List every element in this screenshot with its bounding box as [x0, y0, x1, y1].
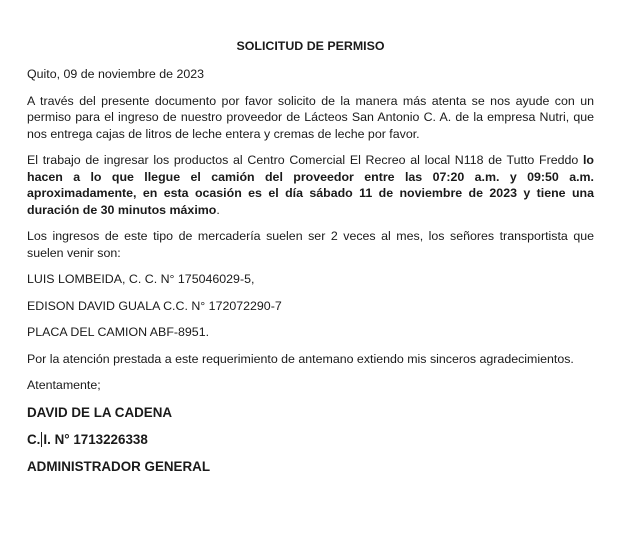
paragraph-frequency: Los ingresos de este tipo de mercadería suelen ser 2 veces al mes, los señores transportista que suelen venir son:	[27, 229, 594, 260]
signer-id-prefix: C.	[27, 431, 41, 447]
signer-id	[27, 431, 594, 448]
driver-1: LUIS LOMBEIDA, C. C. N° 175046029-5,	[27, 272, 255, 286]
signer-id-rest: I. N° 1713226338	[43, 431, 148, 447]
paragraph-request: A través del presente documento por favor solicito de la manera más atenta se nos ayude con un permiso para el ingreso de nuestro proveedor de Lácteos San Antonio C. A. de la empresa Nutri, que nos entrega cajas de litros de leche entera y cremas de leche por favor.	[27, 93, 594, 141]
signer-name: DAVID DE LA CADENA	[27, 404, 173, 420]
schedule-text-1: El trabajo de ingresar los productos al Centro Comercial El Recreo al local N118 de Tutto Freddo	[27, 153, 583, 167]
signer-title: ADMINISTRADOR GENERAL	[27, 458, 211, 474]
closing-line: Atentamente;	[27, 378, 101, 392]
document-title: SOLICITUD DE PERMISO	[236, 39, 385, 53]
schedule-bold-2: 09:50 a.m. aproximadamente, en esta ocasión es el día sábado 11 de noviembre de 2023 y tiene una duración de 30 minutos máximo	[27, 169, 594, 217]
paragraph-schedule	[27, 152, 594, 218]
schedule-bold-1: lo hacen a lo que llegue el camión del proveedor	[27, 153, 594, 184]
paragraph-thanks: Por la atención prestada a este requerimiento de antemano extiendo mis sinceros agradecimientos.	[27, 351, 574, 366]
truck-plate: PLACA DEL CAMION ABF-8951.	[27, 325, 210, 339]
driver-2: EDISON DAVID GUALA C.C. N° 172072290-7	[27, 298, 282, 313]
schedule-end: .	[216, 202, 220, 217]
date-line: Quito, 09 de noviembre de 2023	[27, 67, 205, 81]
schedule-text-2: entre las 07:20 a.m. y	[353, 169, 528, 184]
